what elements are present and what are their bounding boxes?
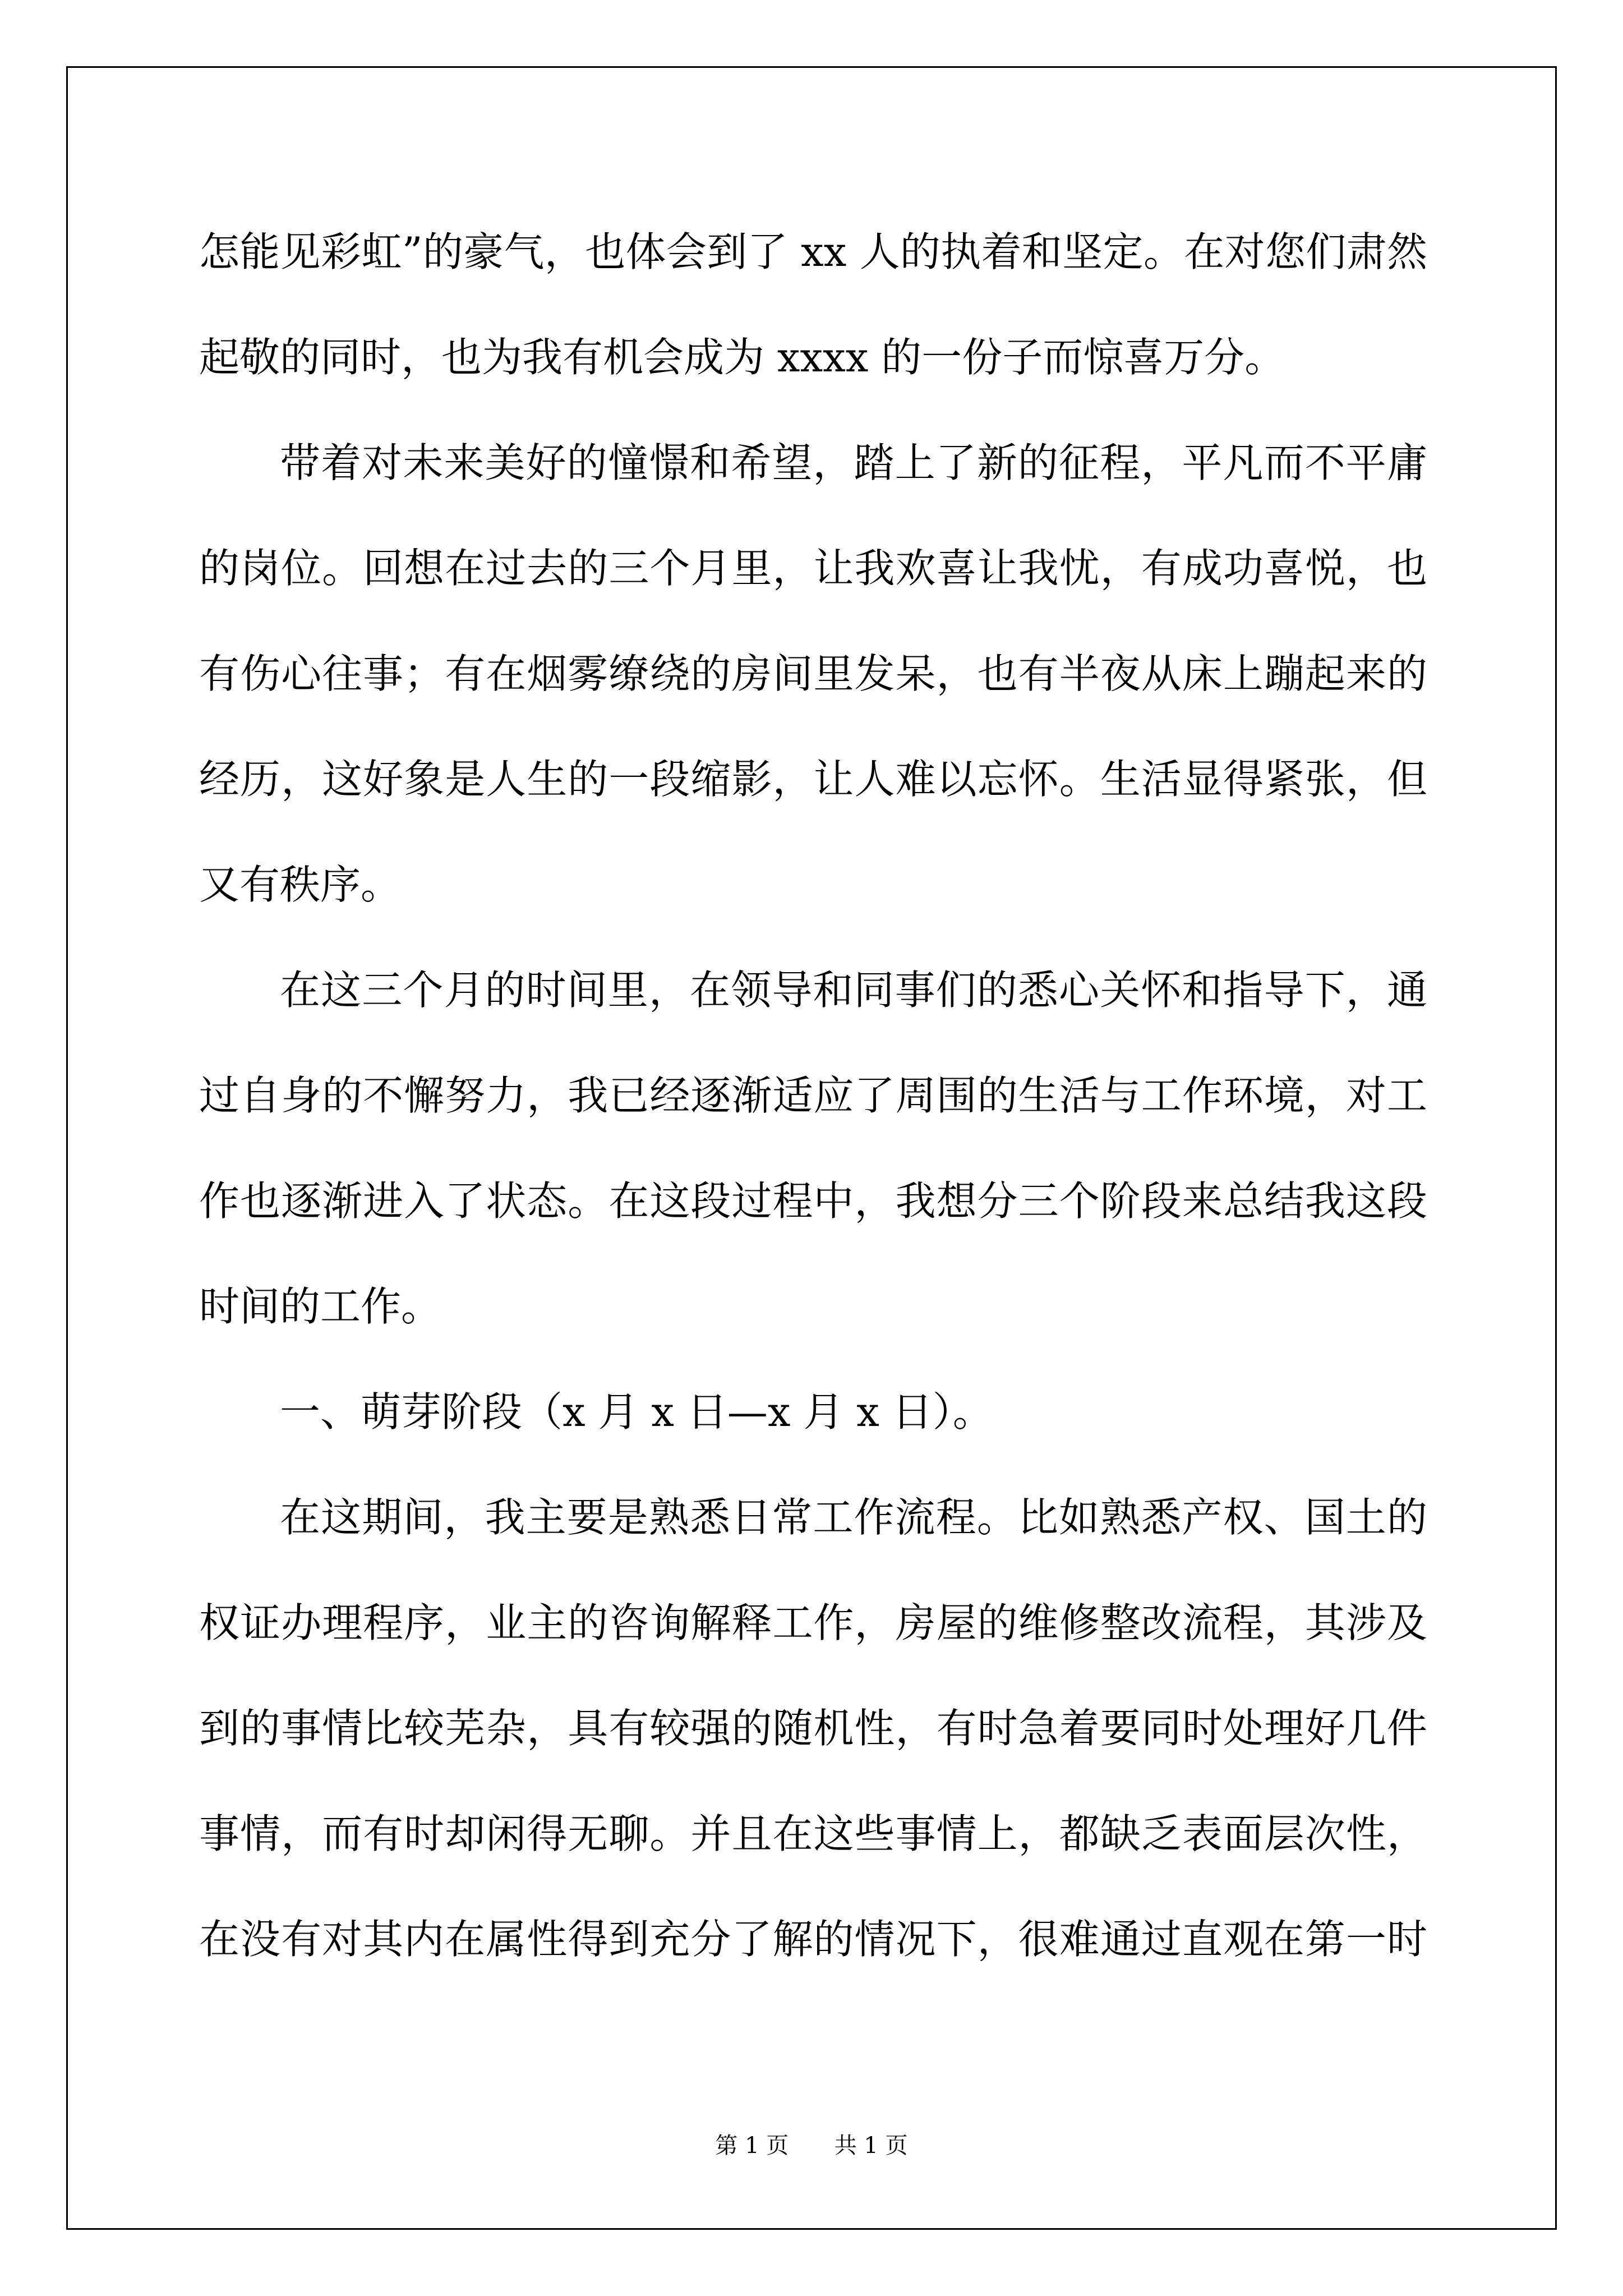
page-number: 第 1 页 [715,2133,789,2159]
text-line: 的岗位。回想在过去的三个月里，让我欢喜让我忧，有成功喜悦，也 [199,545,1427,592]
text-line: 事情，而有时却闲得无聊。并且在这些事情上，都缺乏表面层次性， [199,1810,1427,1857]
text-line: 权证办理程序，业主的咨询解释工作，房屋的维修整改流程，其涉及 [199,1599,1427,1646]
text-line: 在这期间，我主要是熟悉日常工作流程。比如熟悉产权、国土的 [280,1494,1427,1541]
text-line: 又有秩序。 [199,861,402,908]
text-line: 在这三个月的时间里，在领导和同事们的悉心关怀和指导下，通 [280,967,1427,1014]
section-heading: 一、萌芽阶段（x 月 x 日—x 月 x 日）。 [280,1388,993,1435]
document-body [199,219,1427,2012]
text-line: 过自身的不懈努力，我已经逐渐适应了周围的生活与工作环境，对工 [199,1072,1427,1119]
text-line: 怎能见彩虹”的豪气，也体会到了 xx 人的执着和坚定。在对您们肃然 [199,228,1427,275]
text-line: 到的事情比较芜杂，具有较强的随机性，有时急着要同时处理好几件 [199,1705,1427,1752]
text-line: 经历，这好象是人生的一段缩影，让人难以忘怀。生活显得紧张，但 [199,756,1427,803]
text-line: 时间的工作。 [199,1283,442,1330]
text-line: 带着对未来美好的憧憬和希望，踏上了新的征程，平凡而不平庸 [280,439,1427,486]
page-total: 共 1 页 [834,2133,908,2159]
page-footer [0,2129,1623,2162]
text-line: 有伤心往事；有在烟雾缭绕的房间里发呆，也有半夜从床上蹦起来的 [199,650,1427,697]
text-line: 在没有对其内在属性得到充分了解的情况下，很难通过直观在第一时 [199,1916,1427,1963]
text-line: 起敬的同时，也为我有机会成为 xxxx 的一份子而惊喜万分。 [199,334,1285,381]
text-line: 作也逐渐进入了状态。在这段过程中，我想分三个阶段来总结我这段 [199,1177,1427,1225]
